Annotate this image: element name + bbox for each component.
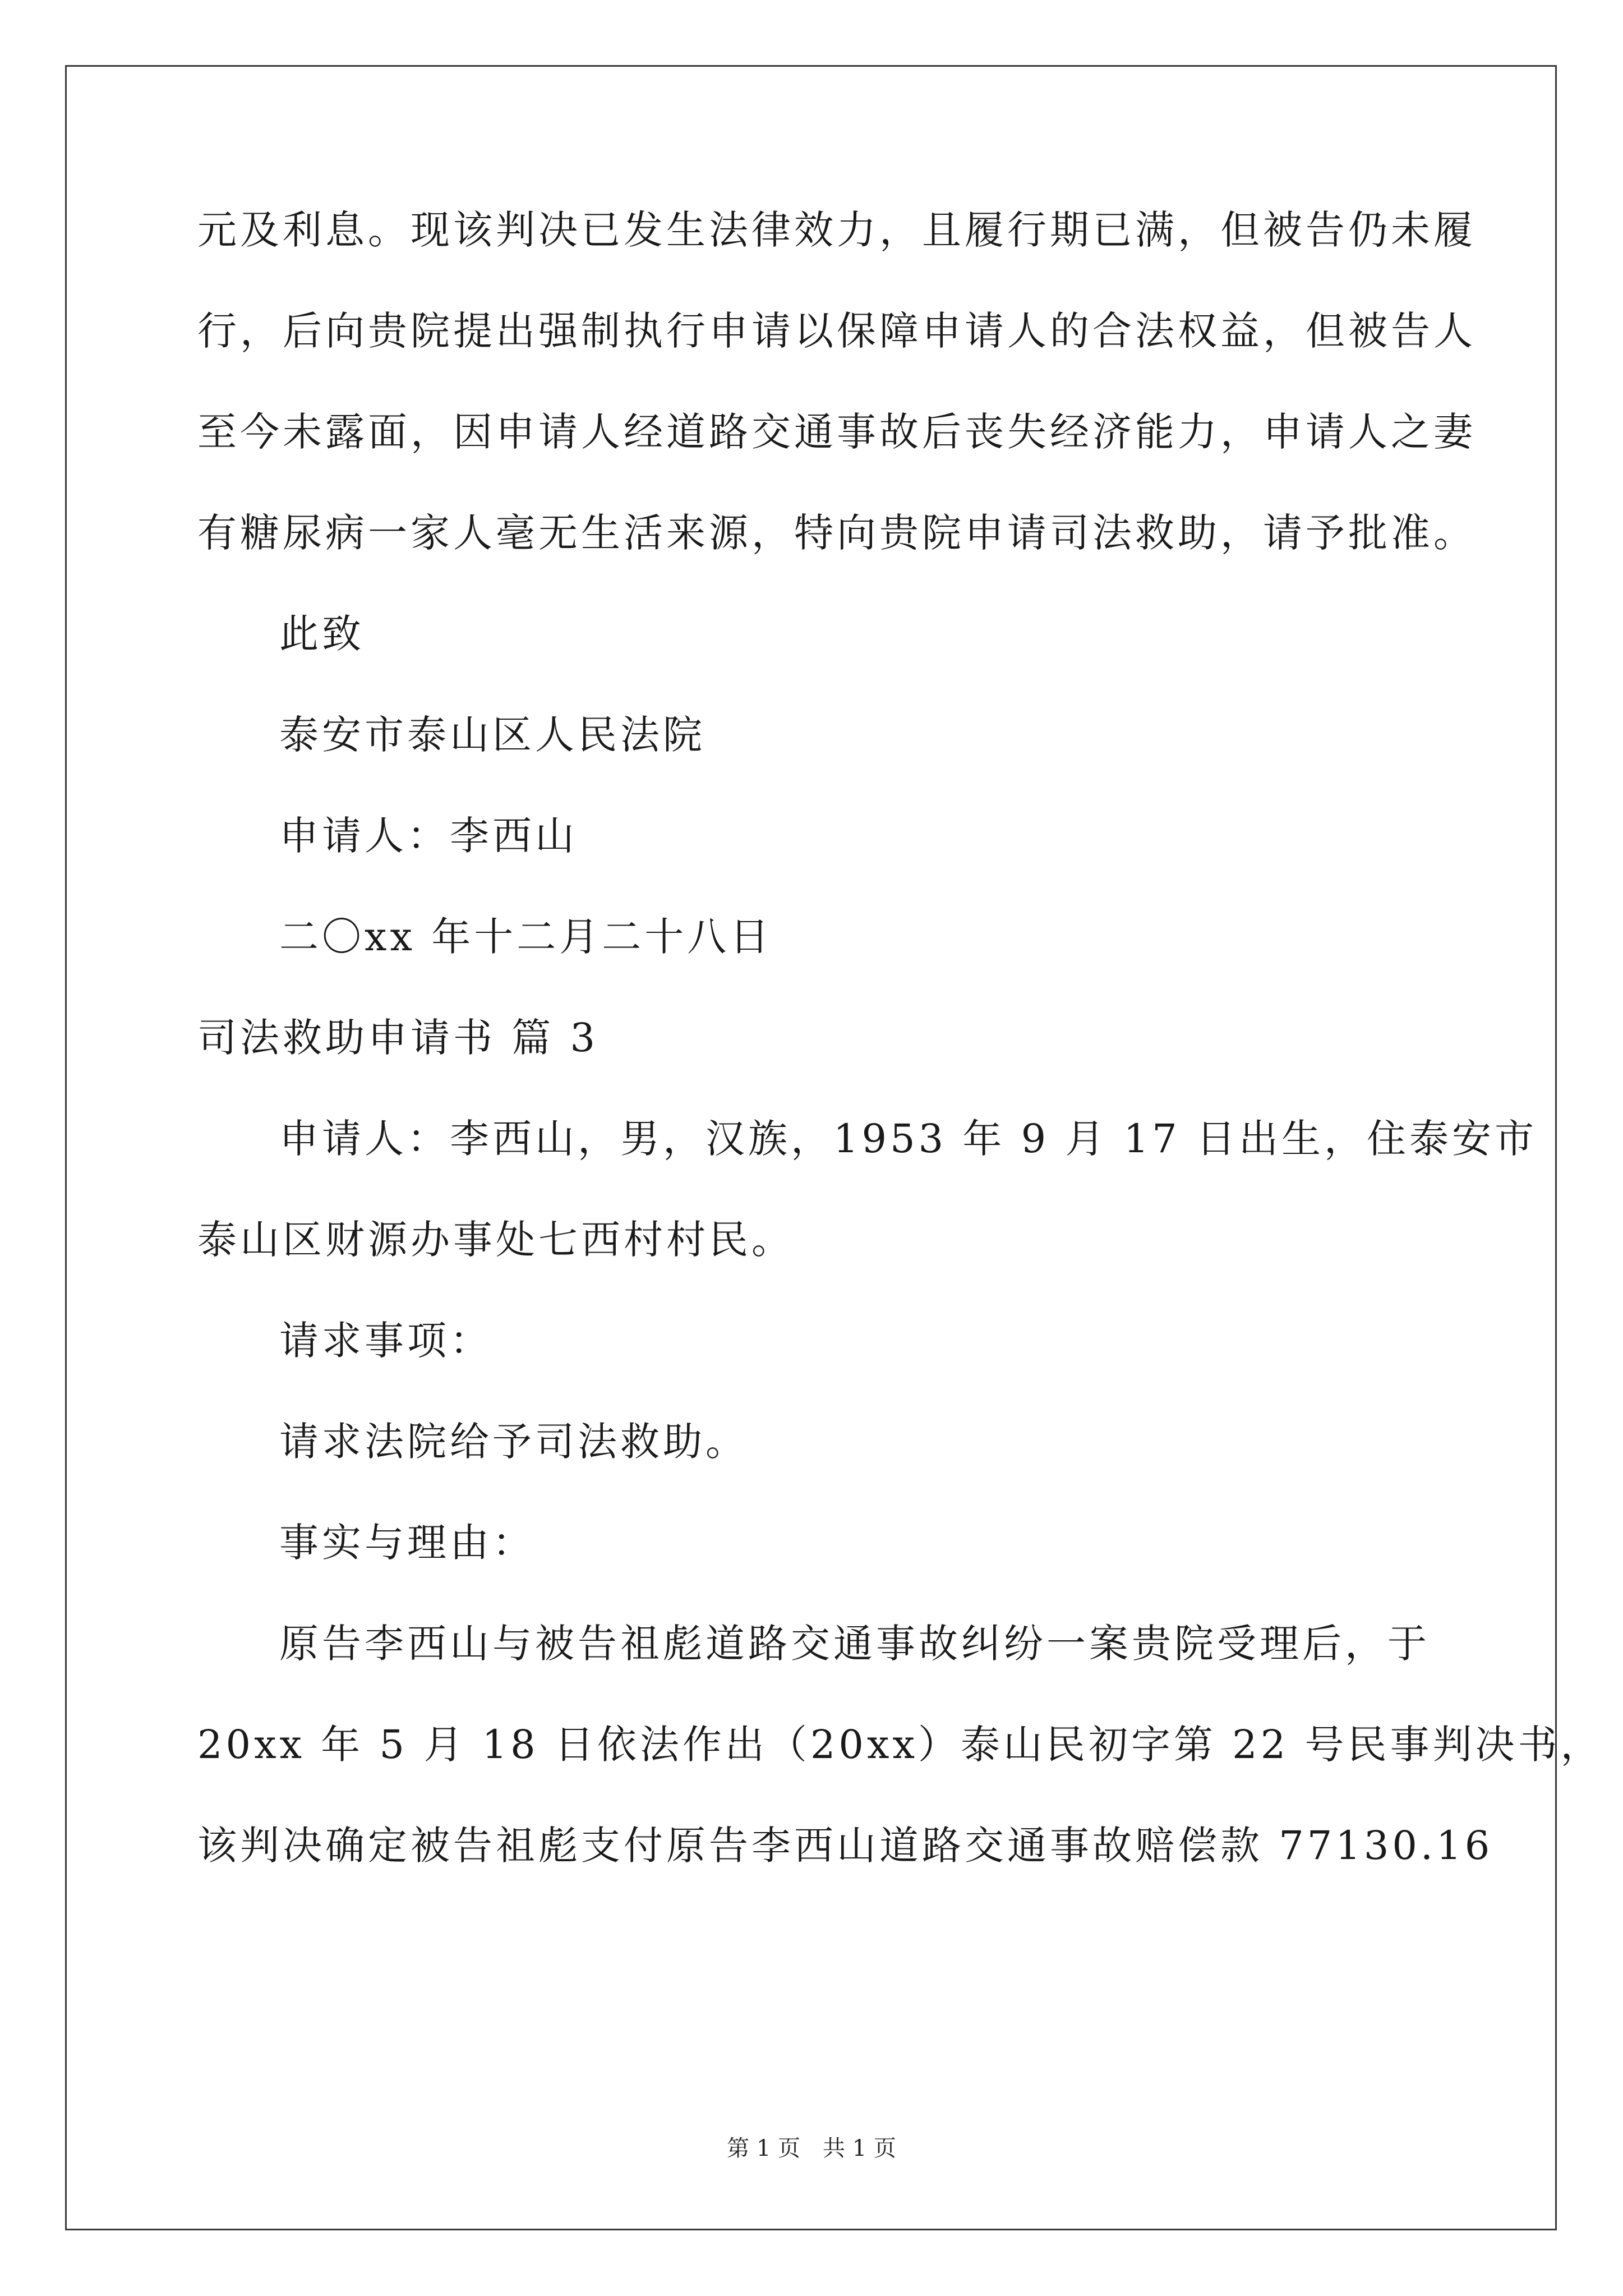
heading-facts-reasons: 事实与理由： (279, 1520, 535, 1566)
applicant-signature: 申请人：李西山 (279, 813, 578, 859)
paragraph-line: 有糖尿病一家人毫无生活来源，特向贵院申请司法救助，请予批准。 (197, 510, 1476, 556)
heading-request-items: 请求事项： (279, 1318, 492, 1364)
paragraph-line: 泰山区财源办事处七西村村民。 (197, 1217, 794, 1263)
section-title: 司法救助申请书 篇 3 (197, 1015, 599, 1061)
paragraph-line: 申请人：李西山，男，汉族，1953 年 9 月 17 日出生，住泰安市 (279, 1116, 1538, 1162)
paragraph-line: 至今未露面，因申请人经道路交通事故后丧失经济能力，申请人之妻 (197, 409, 1476, 455)
paragraph-line: 行，后向贵院提出强制执行申请以保障申请人的合法权益，但被告人 (197, 308, 1476, 354)
date-line: 二〇xx 年十二月二十八日 (279, 914, 773, 960)
paragraph-line: 原告李西山与被告祖彪道路交通事故纠纷一案贵院受理后，于 (279, 1621, 1430, 1667)
paragraph-line: 20xx 年 5 月 18 日依法作出（20xx）泰山民初字第 22 号民事判决书， (197, 1722, 1603, 1768)
salutation: 此致 (279, 611, 365, 657)
paragraph-line: 元及利息。现该判决已发生法律效力，且履行期已满，但被告仍未履 (197, 207, 1476, 253)
paragraph-line: 请求法院给予司法救助。 (279, 1419, 748, 1465)
paragraph-line: 该判决确定被告祖彪支付原告李西山道路交通事故赔偿款 77130.16 (197, 1823, 1493, 1869)
recipient-court: 泰安市泰山区人民法院 (279, 712, 706, 758)
page-footer: 第 1 页 共 1 页 (727, 2136, 896, 2161)
